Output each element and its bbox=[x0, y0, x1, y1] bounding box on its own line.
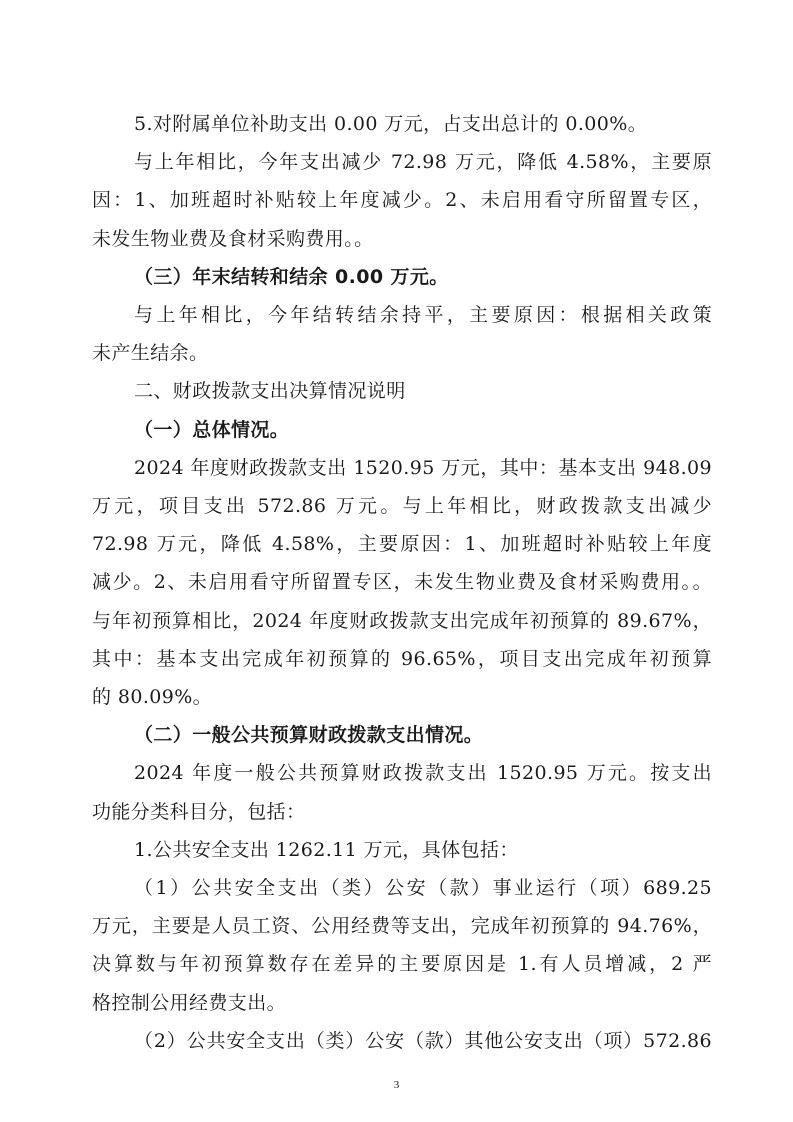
section-heading: 二、财政拨款支出决算情况说明 bbox=[134, 380, 406, 402]
paragraph-line: 与上年相比，今年支出减少 72.98 万元，降低 4.58%，主要原 bbox=[134, 151, 712, 173]
paragraph-line: 决算数与年初预算数存在差异的主要原因是 1.有人员增减，2 严 bbox=[92, 953, 712, 975]
paragraph-line: 减少。2、未启用看守所留置专区，未发生物业费及食材采购费用。。 bbox=[92, 571, 712, 593]
paragraph-line: 未发生物业费及食材采购费用。。 bbox=[92, 228, 374, 250]
paragraph-line: 1.公共安全支出 1262.11 万元，具体包括： bbox=[134, 839, 519, 861]
paragraph-line: （1）公共安全支出（类）公安（款）事业运行（项）689.25 bbox=[134, 877, 712, 899]
paragraph-line: （2）公共安全支出（类）公安（款）其他公安支出（项）572.86 bbox=[134, 1030, 712, 1052]
paragraph-line: 72.98 万元，降低 4.58%，主要原因：1、加班超时补贴较上年度 bbox=[92, 533, 712, 555]
section-heading: （三）年末结转和结余 0.00 万元。 bbox=[134, 266, 449, 288]
paragraph-line: 万元，主要是人员工资、公用经费等支出，完成年初预算的 94.76%， bbox=[92, 915, 712, 937]
paragraph-line: 未产生结余。 bbox=[92, 342, 209, 364]
section-heading: （一）总体情况。 bbox=[134, 419, 290, 441]
page-number: 3 bbox=[393, 1079, 400, 1091]
paragraph-line: 与年初预算相比，2024 年度财政拨款支出完成年初预算的 89.67%， bbox=[92, 610, 712, 632]
paragraph-line: 的 80.09%。 bbox=[92, 686, 213, 708]
paragraph-line: 格控制公用经费支出。 bbox=[92, 992, 287, 1014]
section-heading: （二）一般公共预算财政拨款支出情况。 bbox=[134, 724, 484, 746]
paragraph-line: 万元，项目支出 572.86 万元。与上年相比，财政拨款支出减少 bbox=[92, 495, 712, 517]
paragraph-line: 因：1、加班超时补贴较上年度减少。2、未启用看守所留置专区， bbox=[92, 189, 712, 211]
paragraph-line: 与上年相比，今年结转结余持平，主要原因：根据相关政策 bbox=[134, 304, 712, 326]
paragraph-line: 功能分类科目分，包括： bbox=[92, 801, 306, 823]
paragraph-line: 2024 年度一般公共预算财政拨款支出 1520.95 万元。按支出 bbox=[134, 762, 712, 784]
paragraph-line: 2024 年度财政拨款支出 1520.95 万元，其中：基本支出 948.09 bbox=[134, 457, 712, 479]
paragraph-line: 其中：基本支出完成年初预算的 96.65%，项目支出完成年初预算 bbox=[92, 648, 712, 670]
paragraph-line: 5.对附属单位补助支出 0.00 万元，占支出总计的 0.00%。 bbox=[134, 113, 648, 135]
